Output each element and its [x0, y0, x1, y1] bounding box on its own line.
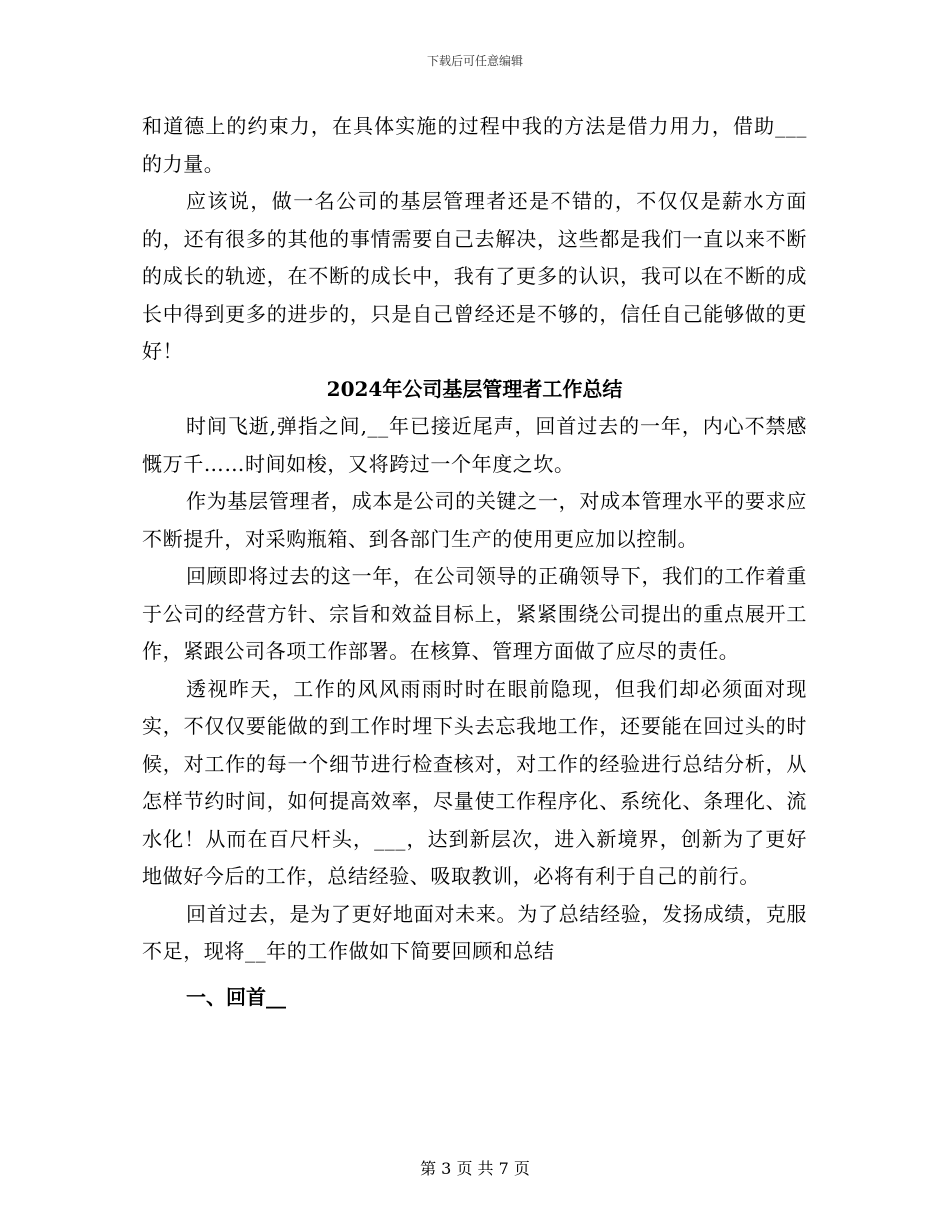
- paragraph-4: 作为基层管理者，成本是公司的关键之一，对成本管理水平的要求应不断提升，对采购瓶箱、到各部门生产的使用更应加以控制。: [142, 489, 807, 551]
- download-note: 下载后可任意编辑: [426, 54, 523, 68]
- page-number-footer: 第 3 页 共 7 页: [420, 1159, 530, 1178]
- paragraph-5: 回顾即将过去的这一年，在公司领导的正确领导下，我们的工作着重于公司的经营方针、宗旨和效益目标上，紧紧围绕公司提出的重点展开工作，紧跟公司各项工作部署。在核算、管理方面做了应尽的责任。: [142, 564, 807, 663]
- paragraph-2: 应该说，做一名公司的基层管理者还是不错的，不仅仅是薪水方面的，还有很多的其他的事情需要自己去解决，这些都是我们一直以来不断的成长的轨迹，在不断的成长中，我有了更多的认识，我可以在不断的成长中得到更多的进步的，只是自己曾经还是不够的，信任自己能够做的更好！: [142, 189, 807, 363]
- document-title: 2024年公司基层管理者工作总结: [326, 376, 623, 401]
- paragraph-6: 透视昨天，工作的风风雨雨时时在眼前隐现，但我们却必须面对现实，不仅仅要能做的到工作时埋下头去忘我地工作，还要能在回过头的时候，对工作的每一个细节进行检查核对，对工作的经验进行总结分析，从怎样节约时间，如何提高效率，尽量使工作程序化、系统化、条理化、流水化！从而在百尺杆头，___，达到新层次，进入新境界，创新为了更好地做好今后的工作，总结经验、吸取教训，必将有利于自己的前行。: [142, 676, 807, 888]
- paragraph-1: 和道德上的约束力，在具体实施的过程中我的方法是借力用力，借助___的力量。: [142, 114, 807, 176]
- document-body: [142, 108, 807, 1016]
- section-heading-1: 一、回首__: [186, 984, 286, 1009]
- paragraph-3: 时间飞逝,弹指之间,__年已接近尾声，回首过去的一年，内心不禁感慨万千……时间如梭，又将跨过一个年度之坎。: [142, 414, 807, 476]
- paragraph-7: 回首过去，是为了更好地面对未来。为了总结经验，发扬成绩，克服不足，现将__年的工作做如下简要回顾和总结: [142, 901, 807, 963]
